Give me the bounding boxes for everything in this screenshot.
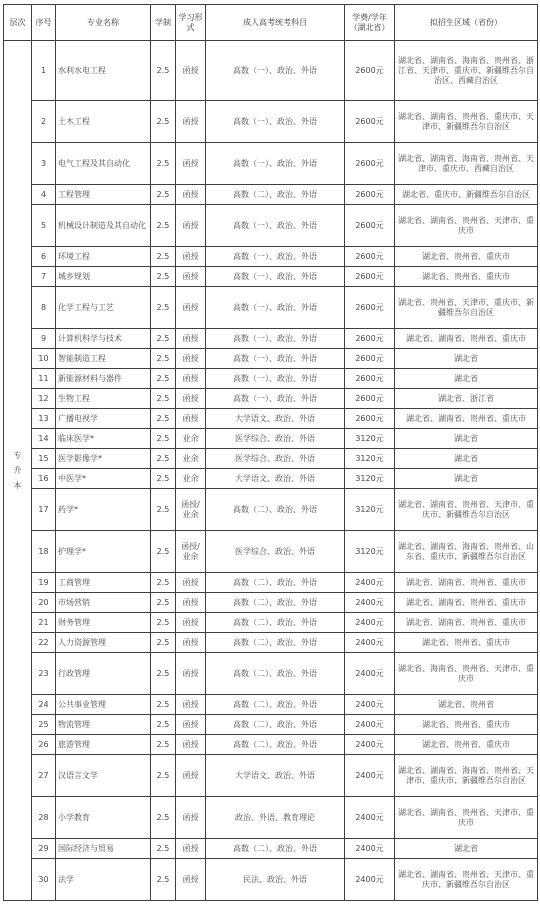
- major-name: 物流管理: [56, 715, 151, 735]
- enrollment-regions: 湖北省、湖南省、贵州省、重庆市: [395, 593, 538, 613]
- table-row: [4, 613, 538, 633]
- exam-subjects: 大学语文、政治、外语: [206, 469, 345, 489]
- study-mode: 函授: [176, 695, 206, 715]
- major-name: 工商管理: [56, 573, 151, 593]
- enrollment-regions: 湖北省、湖南省、贵州省、天津市、重庆市: [395, 205, 538, 247]
- exam-subjects: 民法、政治、外语: [206, 859, 345, 901]
- enrollment-regions: 湖北省、湖南省、贵州省、重庆市: [395, 329, 538, 349]
- duration: 2.5: [151, 429, 176, 449]
- row-no: 17: [32, 489, 56, 531]
- duration: 2.5: [151, 715, 176, 735]
- study-mode: 业余: [176, 429, 206, 449]
- study-mode: 函授/业余: [176, 489, 206, 531]
- exam-subjects: 高数（一）、政治、外语: [206, 287, 345, 329]
- tuition-fee: 2400元: [345, 755, 395, 797]
- exam-subjects: 高数（一）、政治、外语: [206, 205, 345, 247]
- row-no: 28: [32, 797, 56, 839]
- duration: 2.5: [151, 267, 176, 287]
- table-row: [4, 593, 538, 613]
- study-mode: 函授: [176, 715, 206, 735]
- enrollment-regions: 湖北省: [395, 369, 538, 389]
- exam-subjects: 高数（二）、政治、外语: [206, 633, 345, 653]
- study-mode: 函授: [176, 287, 206, 329]
- enrollment-regions: 湖北省、贵州省、重庆市: [395, 735, 538, 755]
- exam-subjects: 高数（一）、政治、外语: [206, 247, 345, 267]
- tuition-fee: 2600元: [345, 369, 395, 389]
- major-name: 新能源材料与器件: [56, 369, 151, 389]
- row-no: 1: [32, 41, 56, 101]
- tuition-fee: 2400元: [345, 593, 395, 613]
- majors-table: [3, 4, 538, 901]
- major-name: 中医学*: [56, 469, 151, 489]
- enrollment-regions: 湖北省、湖南省、海南省、贵州省、山东省、重庆市、新疆维吾尔自治区: [395, 531, 538, 573]
- major-name: 电气工程及其自动化: [56, 143, 151, 185]
- major-name: 化学工程与工艺: [56, 287, 151, 329]
- exam-subjects: 高数（一）、政治、外语: [206, 369, 345, 389]
- major-name: 市场营销: [56, 593, 151, 613]
- major-name: 国际经济与贸易: [56, 839, 151, 859]
- enrollment-regions: 湖北省: [395, 839, 538, 859]
- header-no: 序号: [32, 5, 56, 41]
- enrollment-regions: 湖北省、湖南省、海南省、贵州省、天津市、重庆市、新疆维吾尔自治区: [395, 755, 538, 797]
- row-no: 22: [32, 633, 56, 653]
- study-mode: 函授: [176, 267, 206, 287]
- table-row: [4, 839, 538, 859]
- major-name: 法学: [56, 859, 151, 901]
- row-no: 3: [32, 143, 56, 185]
- study-mode: 函授: [176, 755, 206, 797]
- study-mode: 函授: [176, 41, 206, 101]
- row-no: 26: [32, 735, 56, 755]
- table-row: [4, 695, 538, 715]
- duration: 2.5: [151, 101, 176, 143]
- tuition-fee: 3120元: [345, 469, 395, 489]
- header-fee: 学费/学年（湖北省）: [345, 5, 395, 41]
- row-no: 16: [32, 469, 56, 489]
- enrollment-regions: 湖北省、湖南省、贵州省、重庆市: [395, 573, 538, 593]
- major-name: 智能制造工程: [56, 349, 151, 369]
- exam-subjects: 高数（二）、政治、外语: [206, 715, 345, 735]
- table-row: [4, 735, 538, 755]
- major-name: 小学教育: [56, 797, 151, 839]
- tuition-fee: 2400元: [345, 633, 395, 653]
- tuition-fee: 2400元: [345, 695, 395, 715]
- row-no: 29: [32, 839, 56, 859]
- enrollment-regions: 湖北省: [395, 349, 538, 369]
- major-name: 环境工程: [56, 247, 151, 267]
- enrollment-regions: 湖北省、湖南省、贵州省、天津市、重庆市、新疆维吾尔自治区: [395, 859, 538, 901]
- study-mode: 函授: [176, 633, 206, 653]
- table-row: [4, 267, 538, 287]
- tuition-fee: 2600元: [345, 267, 395, 287]
- header-level: 层次: [4, 5, 32, 41]
- exam-subjects: 高数（二）、政治、外语: [206, 613, 345, 633]
- study-mode: 业余: [176, 469, 206, 489]
- header-subjects: 成人高考统考科目: [206, 5, 345, 41]
- tuition-fee: 2400元: [345, 859, 395, 901]
- duration: 2.5: [151, 613, 176, 633]
- exam-subjects: 医学综合、政治、外语: [206, 531, 345, 573]
- exam-subjects: 大学语文、政治、外语: [206, 755, 345, 797]
- table-row: [4, 755, 538, 797]
- major-name: 计算机科学与技术: [56, 329, 151, 349]
- tuition-fee: 2600元: [345, 143, 395, 185]
- study-mode: 函授: [176, 573, 206, 593]
- tuition-fee: 2600元: [345, 41, 395, 101]
- duration: 2.5: [151, 143, 176, 185]
- row-no: 9: [32, 329, 56, 349]
- table-row: [4, 653, 538, 695]
- enrollment-regions: 湖北省、湖南省、贵州省、重庆市: [395, 409, 538, 429]
- enrollment-regions: 湖北省、湖南省、贵州省、天津市、重庆市、新疆维吾尔自治区: [395, 489, 538, 531]
- duration: 2.5: [151, 185, 176, 205]
- major-name: 机械设计制造及其自动化: [56, 205, 151, 247]
- exam-subjects: 高数（二）、政治、外语: [206, 695, 345, 715]
- exam-subjects: 高数（二）、政治、外语: [206, 593, 345, 613]
- major-name: 土木工程: [56, 101, 151, 143]
- duration: 2.5: [151, 531, 176, 573]
- study-mode: 函授: [176, 369, 206, 389]
- enrollment-regions: 湖北省、重庆市、新疆维吾尔自治区: [395, 185, 538, 205]
- header-row: [4, 5, 538, 41]
- duration: 2.5: [151, 247, 176, 267]
- study-mode: 函授: [176, 205, 206, 247]
- row-no: 30: [32, 859, 56, 901]
- duration: 2.5: [151, 369, 176, 389]
- major-name: 生物工程: [56, 389, 151, 409]
- exam-subjects: 医学综合、政治、外语: [206, 449, 345, 469]
- exam-subjects: 高数（二）、政治、外语: [206, 185, 345, 205]
- duration: 2.5: [151, 205, 176, 247]
- major-name: 护理学*: [56, 531, 151, 573]
- exam-subjects: 高数（一）、政治、外语: [206, 41, 345, 101]
- study-mode: 函授: [176, 593, 206, 613]
- duration: 2.5: [151, 653, 176, 695]
- tuition-fee: 2600元: [345, 185, 395, 205]
- exam-subjects: 高数（一）、政治、外语: [206, 349, 345, 369]
- exam-subjects: 高数（一）、政治、外语: [206, 267, 345, 287]
- row-no: 12: [32, 389, 56, 409]
- study-mode: 函授: [176, 839, 206, 859]
- tuition-fee: 2600元: [345, 101, 395, 143]
- table-row: [4, 797, 538, 839]
- duration: 2.5: [151, 287, 176, 329]
- exam-subjects: 大学语文、政治、外语: [206, 409, 345, 429]
- study-mode: 函授: [176, 613, 206, 633]
- major-name: 医学影像学*: [56, 449, 151, 469]
- major-name: 汉语言文学: [56, 755, 151, 797]
- major-name: 公共事业管理: [56, 695, 151, 715]
- enrollment-regions: 湖北省、湖南省、海南省、贵州省、天津市、重庆市、西藏自治区: [395, 143, 538, 185]
- tuition-fee: 2600元: [345, 205, 395, 247]
- row-no: 23: [32, 653, 56, 695]
- enrollment-regions: 湖北省、贵州省: [395, 695, 538, 715]
- duration: 2.5: [151, 389, 176, 409]
- tuition-fee: 2400元: [345, 653, 395, 695]
- row-no: 25: [32, 715, 56, 735]
- enrollment-regions: 湖北省、贵州省、重庆市: [395, 633, 538, 653]
- enrollment-regions: 湖北省、湖南省、贵州省、重庆市: [395, 613, 538, 633]
- enrollment-regions: 湖北省: [395, 429, 538, 449]
- tuition-fee: 2600元: [345, 247, 395, 267]
- exam-subjects: 高数（一）、政治、外语: [206, 101, 345, 143]
- header-major: 专业名称: [56, 5, 151, 41]
- table-row: [4, 409, 538, 429]
- exam-subjects: 高数（二）、政治、外语: [206, 735, 345, 755]
- level-char: 升: [13, 465, 22, 475]
- table-row: [4, 349, 538, 369]
- duration: 2.5: [151, 449, 176, 469]
- enrollment-regions: 湖北省: [395, 469, 538, 489]
- table-row: [4, 143, 538, 185]
- duration: 2.5: [151, 329, 176, 349]
- duration: 2.5: [151, 839, 176, 859]
- duration: 2.5: [151, 593, 176, 613]
- duration: 2.5: [151, 797, 176, 839]
- table-row: [4, 469, 538, 489]
- major-name: 水利水电工程: [56, 41, 151, 101]
- duration: 2.5: [151, 695, 176, 715]
- tuition-fee: 2600元: [345, 329, 395, 349]
- major-name: 临床医学*: [56, 429, 151, 449]
- enrollment-regions: 湖北省、贵州省、天津市、重庆市、新疆维吾尔自治区: [395, 287, 538, 329]
- study-mode: 函授: [176, 329, 206, 349]
- table-row: [4, 185, 538, 205]
- major-name: 行政管理: [56, 653, 151, 695]
- table-row: [4, 715, 538, 735]
- table-row: [4, 859, 538, 901]
- major-name: 财务管理: [56, 613, 151, 633]
- table-row: [4, 247, 538, 267]
- table-row: [4, 287, 538, 329]
- row-no: 24: [32, 695, 56, 715]
- enrollment-regions: 湖北省: [395, 449, 538, 469]
- enrollment-regions: 湖北省、湖南省、海南省、贵州省、浙江省、天津市、重庆市、新疆维吾尔自治区、西藏自治区: [395, 41, 538, 101]
- table-row: [4, 389, 538, 409]
- enrollment-regions: 湖北省、贵州省、重庆市: [395, 247, 538, 267]
- tuition-fee: 3120元: [345, 531, 395, 573]
- study-mode: 函授: [176, 409, 206, 429]
- study-mode: 函授: [176, 859, 206, 901]
- enrollment-regions: 湖北省、湖南省、贵州省、重庆市、天津市、新疆维吾尔自治区: [395, 101, 538, 143]
- enrollment-regions: 湖北省、湖南省、贵州省、天津市、重庆市: [395, 797, 538, 839]
- duration: 2.5: [151, 755, 176, 797]
- table-row: [4, 633, 538, 653]
- tuition-fee: 2400元: [345, 613, 395, 633]
- row-no: 18: [32, 531, 56, 573]
- row-no: 14: [32, 429, 56, 449]
- exam-subjects: 高数（二）、政治、外语: [206, 573, 345, 593]
- exam-subjects: 高数（一）、政治、外语: [206, 389, 345, 409]
- tuition-fee: 2600元: [345, 389, 395, 409]
- enrollment-regions: 湖北省、浙江省: [395, 389, 538, 409]
- level-char: 专: [13, 450, 22, 460]
- row-no: 11: [32, 369, 56, 389]
- exam-subjects: 高数（一）、政治、外语: [206, 143, 345, 185]
- exam-subjects: 高数（二）、政治、外语: [206, 489, 345, 531]
- study-mode: 函授: [176, 185, 206, 205]
- level-char: 本: [13, 481, 22, 491]
- tuition-fee: 2600元: [345, 349, 395, 369]
- major-name: 工程管理: [56, 185, 151, 205]
- enrollment-regions: 湖北省、贵州省、重庆市: [395, 715, 538, 735]
- row-no: 20: [32, 593, 56, 613]
- header-regions: 拟招生区域（省份）: [395, 5, 538, 41]
- study-mode: 业余: [176, 449, 206, 469]
- duration: 2.5: [151, 41, 176, 101]
- table-row: [4, 489, 538, 531]
- table-row: [4, 429, 538, 449]
- exam-subjects: 政治、外语、教育理论: [206, 797, 345, 839]
- duration: 2.5: [151, 489, 176, 531]
- study-mode: 函授: [176, 247, 206, 267]
- row-no: 15: [32, 449, 56, 469]
- row-no: 7: [32, 267, 56, 287]
- study-mode: 函授: [176, 389, 206, 409]
- tuition-fee: 2400元: [345, 797, 395, 839]
- tuition-fee: 3120元: [345, 429, 395, 449]
- major-name: 旅游管理: [56, 735, 151, 755]
- study-mode: 函授: [176, 143, 206, 185]
- major-name: 药学*: [56, 489, 151, 531]
- tuition-fee: 3120元: [345, 449, 395, 469]
- major-name: 广播电视学: [56, 409, 151, 429]
- tuition-fee: 2400元: [345, 573, 395, 593]
- tuition-fee: 2600元: [345, 287, 395, 329]
- major-name: 人力资源管理: [56, 633, 151, 653]
- row-no: 19: [32, 573, 56, 593]
- tuition-fee: 2600元: [345, 409, 395, 429]
- study-mode: 函授: [176, 735, 206, 755]
- study-mode: 函授: [176, 349, 206, 369]
- table-row: [4, 369, 538, 389]
- exam-subjects: 高数（二）、政治、外语: [206, 839, 345, 859]
- table-row: [4, 531, 538, 573]
- table-row: [4, 101, 538, 143]
- level-cell: [4, 41, 32, 901]
- enrollment-regions: 湖北省、贵州省、重庆市: [395, 267, 538, 287]
- table-row: [4, 573, 538, 593]
- tuition-fee: 2400元: [345, 715, 395, 735]
- exam-subjects: 高数（二）、政治、外语: [206, 653, 345, 695]
- duration: 2.5: [151, 735, 176, 755]
- duration: 2.5: [151, 859, 176, 901]
- header-mode: 学习形式: [176, 5, 206, 41]
- row-no: 2: [32, 101, 56, 143]
- row-no: 10: [32, 349, 56, 369]
- row-no: 21: [32, 613, 56, 633]
- row-no: 4: [32, 185, 56, 205]
- tuition-fee: 2400元: [345, 735, 395, 755]
- row-no: 13: [32, 409, 56, 429]
- study-mode: 函授: [176, 653, 206, 695]
- header-duration: 学制: [151, 5, 176, 41]
- major-name: 城乡规划: [56, 267, 151, 287]
- enrollment-regions: 湖北省、海南省、贵州省、天津市、重庆市: [395, 653, 538, 695]
- duration: 2.5: [151, 573, 176, 593]
- study-mode: 函授: [176, 797, 206, 839]
- exam-subjects: 高数（一）、政治、外语: [206, 329, 345, 349]
- row-no: 27: [32, 755, 56, 797]
- row-no: 8: [32, 287, 56, 329]
- duration: 2.5: [151, 633, 176, 653]
- row-no: 6: [32, 247, 56, 267]
- row-no: 5: [32, 205, 56, 247]
- study-mode: 函授: [176, 101, 206, 143]
- exam-subjects: 医学综合、政治、外语: [206, 429, 345, 449]
- table-row: [4, 41, 538, 101]
- duration: 2.5: [151, 349, 176, 369]
- tuition-fee: 2400元: [345, 839, 395, 859]
- tuition-fee: 3120元: [345, 489, 395, 531]
- duration: 2.5: [151, 409, 176, 429]
- table-row: [4, 449, 538, 469]
- table-row: [4, 205, 538, 247]
- duration: 2.5: [151, 469, 176, 489]
- study-mode: 函授/业余: [176, 531, 206, 573]
- table-row: [4, 329, 538, 349]
